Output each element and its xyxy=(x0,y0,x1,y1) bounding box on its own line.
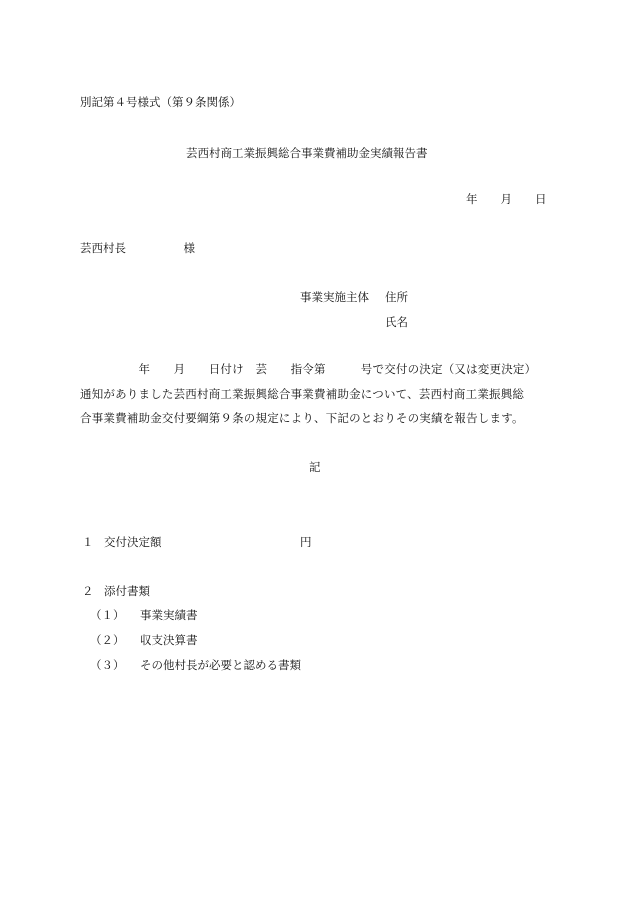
item-label: 添付書類 xyxy=(104,584,150,598)
applicant-address-label: 住所 xyxy=(385,290,408,304)
applicant-name-label: 氏名 xyxy=(385,315,408,329)
form-label: 別記第４号様式（第９条関係） xyxy=(80,95,241,109)
attachment-label: その他村長が必要と認める書類 xyxy=(140,658,301,672)
item-label: 交付決定額 xyxy=(104,535,162,549)
attachment-label: 収支決算書 xyxy=(140,633,198,647)
attachment-number: （１） xyxy=(90,608,125,622)
applicant-label: 事業実施主体 xyxy=(300,290,369,304)
body-line: 合事業費補助金交付要綱第９条の規定により、下記のとおりその実績を報告します。 xyxy=(80,411,524,425)
addressee: 芸西村長 様 xyxy=(80,241,195,255)
item-number: ２ xyxy=(82,584,94,598)
attachment-number: （３） xyxy=(90,658,125,672)
item-unit: 円 xyxy=(300,535,312,549)
body-line: 通知がありました芸西村商工業振興総合事業費補助金について、芸西村商工業振興総 xyxy=(80,387,525,401)
item-number: １ xyxy=(82,535,94,549)
document-title: 芸西村商工業振興総合事業費補助金実績報告書 xyxy=(186,146,428,160)
ki-heading: 記 xyxy=(309,460,321,474)
attachment-label: 事業実績書 xyxy=(140,608,198,622)
attachment-number: （２） xyxy=(90,633,125,647)
body-line: 年 月 日付け 芸 指令第 号で交付の決定（又は変更決定） xyxy=(80,362,537,376)
date-line: 年 月 日 xyxy=(466,192,547,206)
